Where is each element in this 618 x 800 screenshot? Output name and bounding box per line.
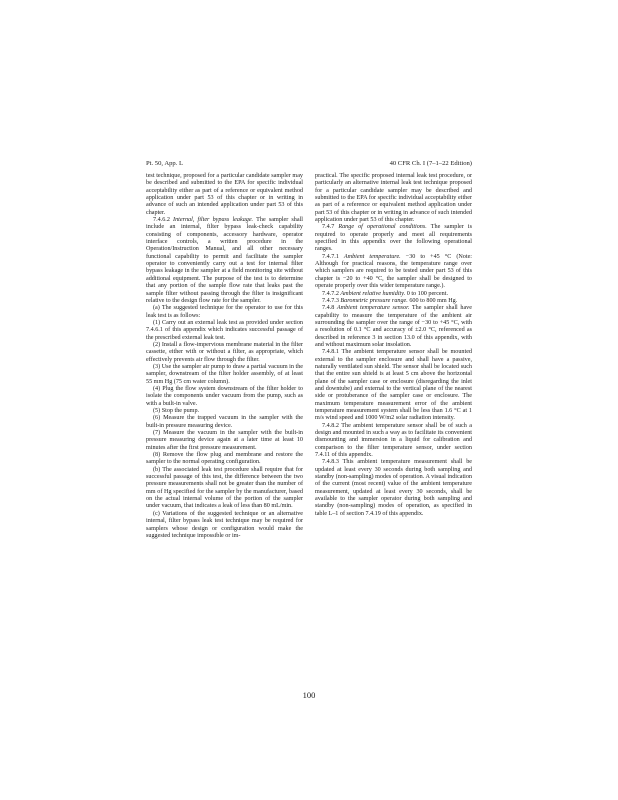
section-title: Ambient relative humidity.	[340, 290, 406, 297]
paragraph	[146, 320, 303, 342]
paragraph	[146, 511, 303, 540]
section-title: Internal, filter bypass leakage.	[173, 217, 254, 224]
paragraph-text: (8) Remove the flow plug and membrane and restore the sampler to the normal operating configuration.	[146, 452, 303, 466]
paragraph-text: 7.4.8.3 This ambient temperature measurement shall be updated at least every 30 seconds during both sampling and standby (non-sampling) modes of operation. A visual indication of the current (most recent) value of the ambient temperature measurement, updated at least every 30 seconds, shall be available to the sampler operator during both sampling and standby (non-sampling) modes of operation, as specified in table L–1 of section 7.4.19 of this appendix.	[315, 459, 472, 517]
section-number: 7.4.7.3	[322, 297, 341, 304]
section-number: 7.4.7.1	[322, 253, 344, 260]
paragraph-text: (1) Carry out an external leak test as provided under section 7.4.6.1 of this appendix which indicates successful passage of the prescribed external leak test.	[146, 319, 303, 341]
paragraph	[146, 467, 303, 511]
section-number: 7.4.7	[322, 224, 339, 231]
running-header	[146, 159, 472, 169]
left-text-column	[146, 173, 303, 540]
paragraph	[146, 452, 303, 467]
paragraph	[315, 349, 472, 422]
paragraph-text: The sampler shall have capability to measure the temperature of the ambient air surrounding the sampler over the range of −30 to +45 °C, with a resolution of 0.1 °C and accuracy of ±2.0 °C, referenced as described in reference 3 in section 13.0 of this appendix, with and without maximum solar insolation.	[315, 305, 472, 348]
paragraph	[315, 291, 472, 298]
paragraph-text: 600 to 800 mm Hg.	[407, 297, 458, 304]
section-title: Ambient temperature sensor.	[336, 305, 410, 312]
section-number: 7.4.6.2	[153, 217, 174, 224]
right-text-column	[315, 173, 472, 518]
section-title: Range of operational conditions.	[338, 224, 427, 231]
paragraph	[146, 173, 303, 217]
paragraph-text: 7.4.8.2 The ambient temperature sensor shall be of such a design and mounted in such a way as to facilitate its convenient dismounting and immersion in a liquid for calibration and comparison to the filter temperature sensor, under section 7.4.11 of this appendix.	[315, 422, 472, 459]
section-title: Ambient temperature.	[343, 253, 401, 260]
paragraph-text: −30 to +45 °C (Note: Although for practical reasons, the temperature range over which samplers are required to be tested under part 53 of this chapter is −20 to +40 °C, the sampler shall be designed to operate properly over this wider temperature range.).	[315, 253, 473, 290]
paragraph-text: (4) Plug the flow system downstream of the filter holder to isolate the components under vacuum from the pump, such as with a built-in valve.	[146, 385, 303, 407]
section-title: Barometric pressure range.	[340, 297, 408, 304]
paragraph-text: (b) The associated leak test procedure shall require that for successful passage of this test, the difference between the two pressure measurements shall not be greater than the number of mm of Hg specified for the sampler by the manufacturer, based on the actual internal volume of the portion of the sampler under vacuum, that indicates a leak of less than 80 mL/min.	[146, 466, 303, 510]
section-number: 7.4.7.2	[322, 290, 341, 297]
paragraph-text: (7) Measure the vacuum in the sampler with the built-in pressure measuring device again at a later time at least 10 minutes after the first pressure measurement.	[146, 430, 303, 451]
header-part-appendix: Pt. 50, App. L	[146, 160, 184, 167]
paragraph	[146, 217, 303, 305]
paragraph	[146, 386, 303, 408]
paragraph-text: (2) Install a flow-impervious membrane material in the filter cassette, either with or without a filter, as appropriate, which effectively prevents air flow through the filter.	[146, 341, 303, 363]
paragraph-text: The sampler is required to operate properly and meet all requirements specified in this appendix over the following operational ranges.	[315, 224, 472, 253]
paragraph	[315, 423, 472, 460]
paragraph-text: (5) Stop the pump.	[153, 408, 200, 414]
paragraph	[315, 254, 472, 291]
header-cfr-edition: 40 CFR Ch. I (7–1–22 Edition)	[389, 160, 472, 167]
paragraph-text: test technique, proposed for a particular candidate sampler may be described and submitted to the EPA for specific individual acceptability either as part of a reference or equivalent method application under part 53 of this chapter or in writing in advance of such an intended application under part 53 of this chapter.	[146, 173, 303, 216]
paragraph	[146, 415, 303, 430]
paragraph-text: (a) The suggested technique for the operator to use for this leak test is as follows:	[146, 305, 303, 319]
paragraph-text: 7.4.8.1 The ambient temperature sensor shall be mounted external to the sampler enclosure and shall have a passive, naturally ventilated sun shield. The sensor shall be located such that the entire sun shield is at least 5 cm above the horizontal plane of the sampler case or enclosure (disregarding the inlet and downtube) and external to the vertical plane of the nearest side or protuberance of the sampler case or enclosure. The maximum temperature measurement error of the ambient temperature measurement system shall be less than 1.6 °C at 1 m/s wind speed and 1000 W/m2 solar radiation intensity.	[315, 349, 472, 422]
paragraph	[146, 342, 303, 364]
paragraph-text: practical. The specific proposed internal leak test procedure, or particularly an alternative internal leak test technique proposed for a particular candidate sampler may be described and submitted to the EPA for specific individual acceptability either as part of a reference or equivalent method application under part 53 of this chapter or in writing in advance of such intended application under part 53 of this chapter.	[315, 173, 472, 224]
paragraph	[315, 224, 472, 253]
paragraph	[146, 364, 303, 386]
section-number: 7.4.8	[322, 305, 337, 312]
paragraph-text: 0 to 100 percent.	[405, 290, 448, 297]
paragraph	[315, 173, 472, 224]
paragraph-text: (6) Measure the trapped vacuum in the sampler with the built-in pressure measuring device.	[146, 415, 303, 429]
paragraph	[315, 298, 472, 305]
paragraph-text: The sampler shall include an internal, filter bypass leak-check capability consisting of components, accessory hardware, operator interface controls, a written procedure in the Operation/Instruction Manual, and all other necessary functional capability to permit and facilitate the sampler operator to conveniently carry out a test for internal filter bypass leakage in the sampler at a field monitoring site without additional equipment. The purpose of the test is to determine that any portion of the sample flow rate that leaks past the sample filter without passing through the filter is insignificant relative to the design flow rate for the sampler.	[146, 217, 304, 304]
paragraph	[315, 459, 472, 518]
paragraph	[146, 305, 303, 320]
paragraph-text: (c) Variations of the suggested technique or an alternative internal, filter bypass leak test technique may be required for samplers whose design or configuration would make the suggested technique impossible or im-	[146, 510, 303, 539]
paragraph	[146, 430, 303, 452]
paragraph-text: (3) Use the sampler air pump to draw a partial vacuum in the sampler, downstream of the filter holder assembly, of at least 55 mm Hg (75 cm water column).	[146, 363, 303, 385]
paragraph	[315, 305, 472, 349]
page-number: 100	[302, 690, 316, 700]
